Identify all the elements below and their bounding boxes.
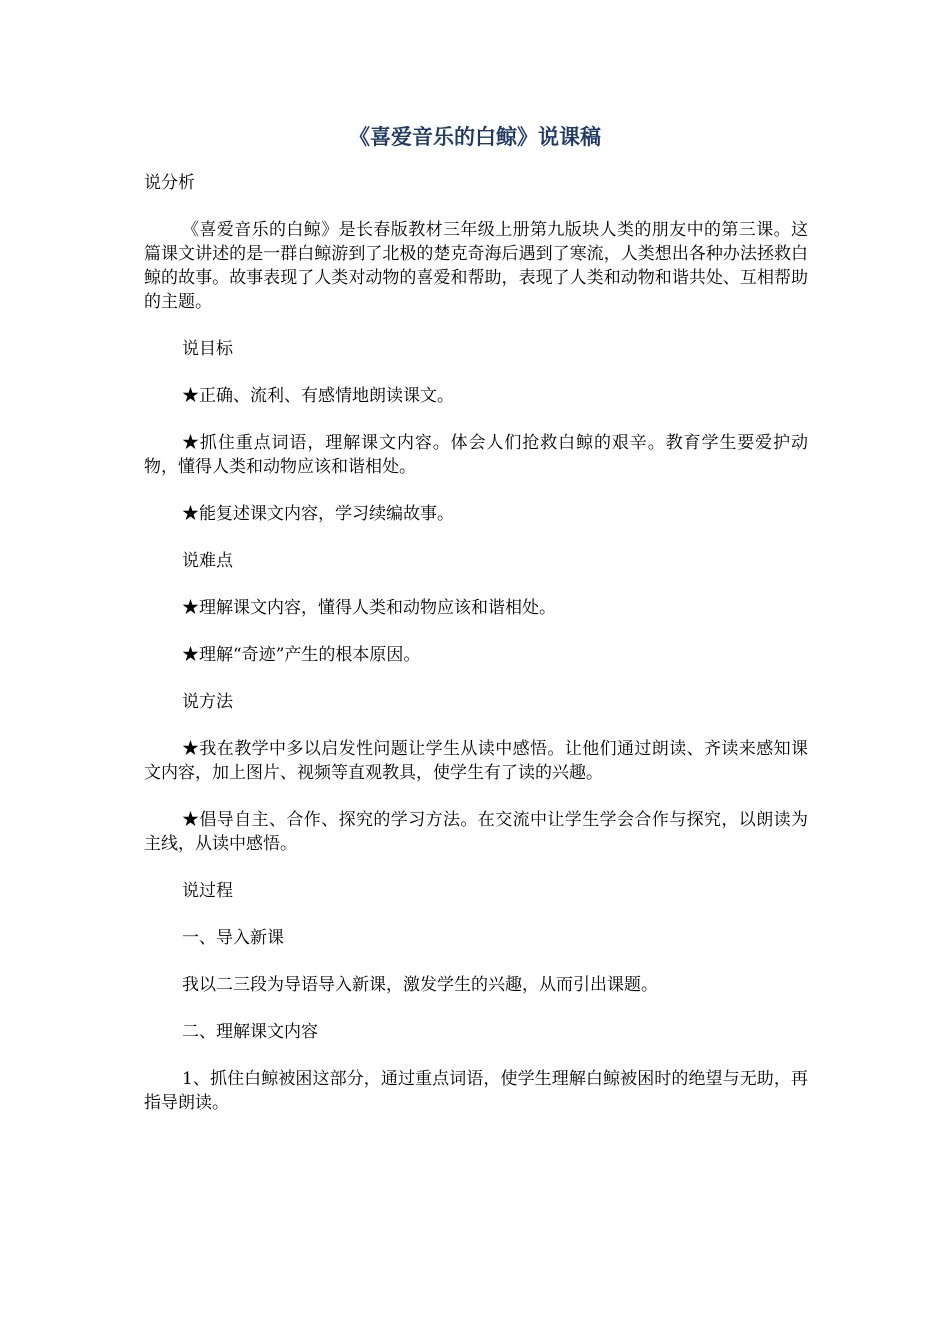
paragraph-difficulty-1: ★理解课文内容，懂得人类和动物应该和谐相处。 bbox=[182, 598, 556, 618]
paragraph-section-difficulties: 说难点 bbox=[182, 551, 233, 571]
paragraph-method-2: ★倡导自主、合作、探究的学习方法。在交流中让学生学会合作与探究，以朗读为主线，从读中感悟。 bbox=[144, 810, 808, 854]
paragraph-difficulty-2: ★理解“奇迹”产生的根本原因。 bbox=[182, 645, 421, 665]
paragraph-analysis-body: 《喜爱音乐的白鲸》是长春版教材三年级上册第九版块人类的朋友中的第三课。这篇课文讲述的是一群白鲸游到了北极的楚克奇海后遇到了寒流，人类想出各种办法拯救白鲸的故事。故事表现了人类对动物的喜爱和帮助，表现了人类和动物和谐共处、互相帮助的主题。 bbox=[144, 220, 808, 312]
document-title: 《喜爱音乐的白鲸》说课稿 bbox=[349, 125, 601, 149]
paragraph-process-step-2-item-1: 1、抓住白鲸被困这部分，通过重点词语，使学生理解白鲸被困时的绝望与无助，再指导朗读。 bbox=[144, 1069, 808, 1113]
paragraph-section-process: 说过程 bbox=[182, 881, 233, 901]
paragraph-method-1: ★我在教学中多以启发性问题让学生从读中感悟。让他们通过朗读、齐读来感知课文内容，加上图片、视频等直观教具，使学生有了读的兴趣。 bbox=[144, 739, 808, 783]
paragraph-goal-3: ★能复述课文内容，学习续编故事。 bbox=[182, 504, 454, 524]
paragraph-process-step-2: 二、理解课文内容 bbox=[182, 1022, 318, 1042]
paragraph-section-methods: 说方法 bbox=[182, 692, 233, 712]
paragraph-goal-2: ★抓住重点词语，理解课文内容。体会人们抢救白鲸的艰辛。教育学生要爱护动物，懂得人类和动物应该和谐相处。 bbox=[144, 433, 808, 477]
paragraph-section-goals: 说目标 bbox=[182, 339, 233, 359]
paragraph-goal-1: ★正确、流利、有感情地朗读课文。 bbox=[182, 386, 454, 406]
document-body bbox=[144, 171, 808, 1138]
paragraph-process-step-1: 一、导入新课 bbox=[182, 928, 284, 948]
paragraph-process-step-1-body: 我以二三段为导语导入新课，激发学生的兴趣，从而引出课题。 bbox=[182, 975, 658, 995]
paragraph-section-analysis: 说分析 bbox=[144, 173, 195, 193]
